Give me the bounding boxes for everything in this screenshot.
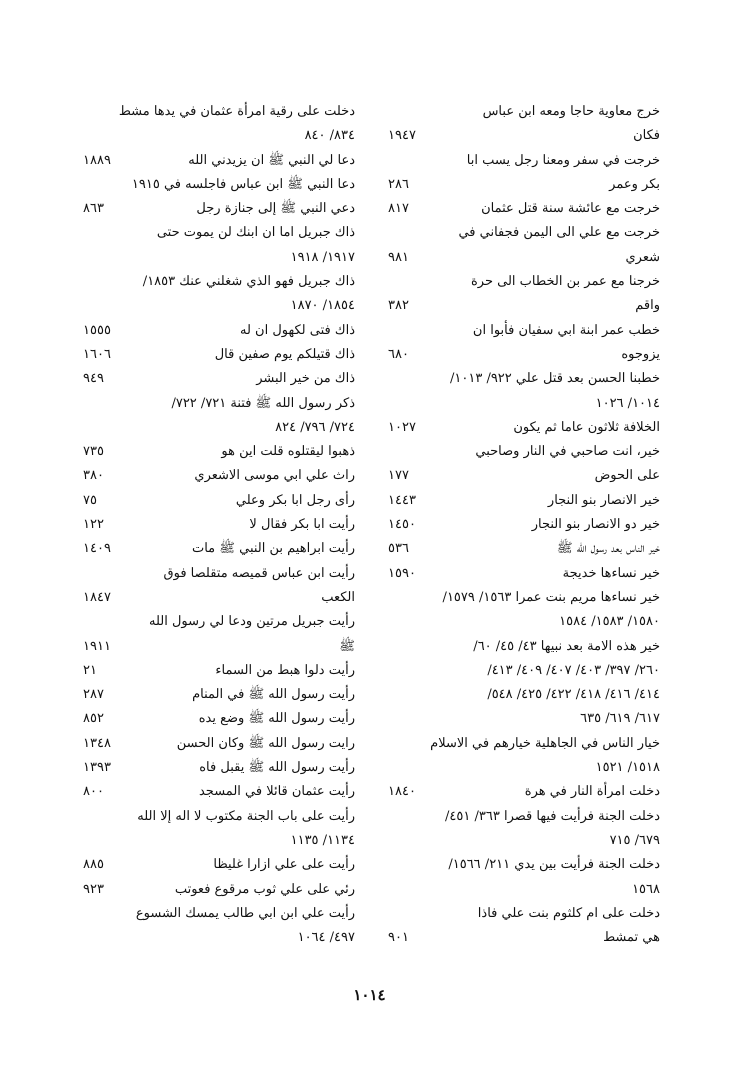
index-entry-line [388, 294, 660, 318]
entry-text: ١٥٨٠/ ١٥٨٣/ ١٥٨٤ [559, 614, 660, 630]
entry-reference-number: ٢٨٦ [388, 176, 409, 192]
index-entry-line [83, 343, 355, 367]
entry-text: خير دو الانصار بنو النجار [531, 517, 660, 533]
index-entry-line [83, 440, 355, 464]
entry-text: دعي النبي ﷺ إلى جنازة رجل [196, 201, 355, 217]
entry-text: رأيت رسول الله ﷺ وضع يده [198, 711, 355, 727]
index-entry-line [388, 124, 660, 148]
index-entry-line [388, 635, 660, 659]
entry-reference-number: ٨٦٣ [83, 201, 104, 217]
entry-reference-number: ٧٣٥ [83, 444, 104, 460]
entry-text: ٦٧٩/ ٧١٥ [609, 832, 660, 848]
index-entry-line [83, 416, 355, 440]
index-entry-line [83, 489, 355, 513]
entry-text: رأيت عثمان قائلا في المسجد [198, 784, 355, 800]
entry-text: دخلت الجنة فرأيت فيها قصرا ٣٦٣/ ٤٥١/ [445, 808, 660, 824]
entry-text: ذاك فتى لكهول ان له [239, 322, 355, 338]
index-entry-line [83, 683, 355, 707]
entry-reference-number: ٨٨٥ [83, 857, 104, 873]
index-entry-line [83, 610, 355, 634]
entry-text: رأيت ابن عباس قميصه متقلصا فوق [163, 565, 355, 581]
entry-reference-number: ٣٨٢ [388, 298, 409, 314]
entry-reference-number: ٥٣٦ [388, 541, 409, 557]
index-entry-line [388, 853, 660, 877]
index-entry-line [388, 780, 660, 804]
entry-reference-number: ١٨٨٩ [83, 152, 111, 168]
index-entry-line [388, 513, 660, 537]
entry-text: ١١٣٤/ ١١٣٥ [290, 832, 355, 848]
index-entry-line [83, 780, 355, 804]
entry-reference-number: ١٣٩٣ [83, 760, 111, 776]
index-entry-line [83, 537, 355, 561]
entry-text: على الحوض [594, 468, 660, 484]
entry-text: ٤١٤/ ٤١٦/ ٤١٨/ ٤٢٢/ ٤٢٥/ ٥٤٨/ [487, 687, 660, 703]
index-entry-line [388, 707, 660, 731]
index-entry-line [83, 732, 355, 756]
entry-text: خرجت مع عائشة سنة قتل عثمان [481, 201, 660, 217]
entry-text: ذاك جبريل اما ان ابنك لن يموت حتى [156, 225, 355, 241]
index-entry-line [83, 586, 355, 610]
entry-text: ذهبوا ليقتلوه قلت اين هو [221, 444, 355, 460]
index-entry-line [388, 489, 660, 513]
entry-text: خير الناس بعد رسول الله ﷺ [556, 541, 660, 557]
index-entry-line [83, 853, 355, 877]
entry-reference-number: ٨٥٢ [83, 711, 104, 727]
entry-text: واقم [635, 298, 660, 314]
index-entry-line [388, 246, 660, 270]
index-entry-line [388, 878, 660, 902]
index-entry-line [388, 197, 660, 221]
entry-reference-number: ١٥٩٠ [388, 565, 416, 581]
index-entry-line [83, 100, 355, 124]
entry-text: بكر وعمر [609, 176, 660, 192]
entry-text: خرجت مع علي الى اليمن فجفاني في [458, 225, 660, 241]
index-entry-line [388, 659, 660, 683]
entry-text: خير، انت صاحبي في النار وصاحبي [475, 444, 660, 460]
entry-text: رأيت دلوا هبط من السماء [215, 662, 355, 678]
index-entry-line [388, 756, 660, 780]
entry-reference-number: ١٨٤٠ [388, 784, 416, 800]
entry-reference-number: ٧٥ [83, 492, 97, 508]
entry-text: خير نساءها مريم بنت عمرا ١٥٦٣/ ١٥٧٩/ [442, 589, 660, 605]
entry-reference-number: ٨١٧ [388, 201, 409, 217]
entry-reference-number: ٩٤٩ [83, 371, 104, 387]
entry-reference-number: ٢٨٧ [83, 687, 104, 703]
entry-text: ﷺ [339, 638, 355, 654]
entry-text: ٧٢٤/ ٧٩٦/ ٨٢٤ [275, 419, 355, 435]
index-column-left [83, 100, 355, 950]
index-entry-line [83, 805, 355, 829]
entry-text: رأيت رسول الله ﷺ يقبل فاه [199, 760, 355, 776]
entry-reference-number: ٩٢٣ [83, 881, 104, 897]
entry-text: ٢٦٠/ ٣٩٧/ ٤٠٣/ ٤٠٧/ ٤٠٩/ ٤١٣/ [487, 662, 660, 678]
index-entry-line [83, 513, 355, 537]
entry-text: الكعب [321, 589, 355, 605]
entry-reference-number: ١٩٤٧ [388, 128, 416, 144]
entry-text: دخلت على رقية امرأة عثمان في يدها مشط [118, 104, 355, 119]
entry-text: خطبنا الحسن بعد قتل علي ٩٢٢/ ١٠١٣/ [449, 371, 660, 387]
entry-reference-number: ١٨٤٧ [83, 589, 111, 605]
entry-text: رأيت رسول الله ﷺ في المنام [192, 687, 355, 703]
index-entry-line [388, 392, 660, 416]
index-entry-line [388, 562, 660, 586]
index-entry-line [83, 829, 355, 853]
index-entry-line [83, 197, 355, 221]
index-entry-line [388, 683, 660, 707]
entry-text: ٦١٧/ ٦١٩/ ٦٣٥ [580, 711, 660, 727]
entry-reference-number: ١٩١١ [83, 638, 111, 654]
index-entry-line [388, 805, 660, 829]
entry-text: دخلت الجنة فرأيت بين يدي ٢١١/ ١٥٦٦/ [448, 857, 660, 873]
index-entry-line [83, 659, 355, 683]
index-entry-line [83, 562, 355, 586]
entry-text: خيار الناس في الجاهلية خيارهم في الاسلام [430, 735, 660, 751]
index-column-right [388, 100, 660, 950]
entry-reference-number: ١٢٢ [83, 517, 104, 533]
index-entry-line [83, 635, 355, 659]
entry-text: خرج معاوية حاجا ومعه ابن عباس [482, 104, 660, 119]
index-entry-line [83, 392, 355, 416]
entry-reference-number: ٩٨١ [388, 249, 409, 265]
index-entry-line [83, 149, 355, 173]
entry-reference-number: ١٧٧ [388, 468, 409, 484]
index-entry-line [388, 464, 660, 488]
index-entry-line [388, 367, 660, 391]
index-entry-line [83, 294, 355, 318]
entry-text: دعا لي النبي ﷺ ان يزيدني الله [188, 152, 355, 168]
index-entry-line [83, 319, 355, 343]
index-entry-line [388, 319, 660, 343]
index-entry-line [388, 926, 660, 950]
index-entry-line [83, 124, 355, 148]
entry-text: ذاك من خير البشر [256, 371, 355, 387]
index-entry-line [83, 926, 355, 950]
index-entry-line [388, 902, 660, 926]
entry-text: يزوجوه [621, 346, 660, 362]
index-entry-line [83, 756, 355, 780]
entry-text: رأى رجل ابا بكر وعلي [235, 492, 355, 508]
index-entry-line [83, 173, 355, 197]
entry-text: ذكر رسول الله ﷺ فتنة ٧٢١/ ٧٢٢/ [171, 395, 355, 411]
entry-text: رأيت ابا بكر فقال لا [249, 517, 355, 533]
entry-text: خير نساءها خديجة [562, 565, 660, 581]
index-entry-line [83, 246, 355, 270]
entry-reference-number: ١٤٥٠ [388, 517, 416, 533]
entry-text: ١٩١٧/ ١٩١٨ [290, 249, 355, 265]
index-entry-line [388, 270, 660, 294]
entry-reference-number: ١٤٠٩ [83, 541, 111, 557]
index-entry-line [83, 707, 355, 731]
entry-text: ١٨٥٤/ ١٨٧٠ [290, 298, 355, 314]
entry-text: رأيت جبريل مرتين ودعا لي رسول الله [149, 614, 355, 630]
entry-reference-number: ٨٠٠ [83, 784, 104, 800]
index-entry-line [388, 343, 660, 367]
entry-text: الخلافة ثلاثون عاما ثم يكون [513, 419, 660, 435]
index-entry-line [388, 149, 660, 173]
entry-text: دعا النبي ﷺ ابن عباس فاجلسه في ١٩١٥ [131, 176, 355, 192]
index-entry-line [83, 270, 355, 294]
index-entry-line [388, 732, 660, 756]
entry-text: شعري [625, 249, 660, 265]
index-entry-line [388, 100, 660, 124]
entry-text: خير الانصار بنو النجار [547, 492, 660, 508]
entry-text: رأيت علي ابن ابي طالب يمسك الشسوع [135, 905, 355, 921]
entry-text: ٤٩٧/ ١٠٦٤ [297, 930, 355, 946]
entry-text: رأيت على علي ازارا غليظا [213, 857, 355, 873]
entry-text: ذاك جبريل فهو الذي شغلني عنك ١٨٥٣/ [142, 274, 355, 290]
entry-text: رئي على علي ثوب مرقوع فعوتب [174, 881, 355, 897]
index-entry-line [83, 902, 355, 926]
entry-text: ١٥٦٨ [632, 881, 660, 897]
entry-reference-number: ١٠٢٧ [388, 419, 416, 435]
entry-text: ١٥١٨/ ١٥٢١ [595, 760, 660, 776]
entry-reference-number: ١٥٥٥ [83, 322, 111, 338]
entry-reference-number: ٢١ [83, 662, 97, 678]
entry-text: ذاك قتيلكم يوم صفين قال [214, 346, 355, 362]
entry-text: هي تمشط [603, 930, 660, 946]
entry-text: رأيت ابراهيم بن النبي ﷺ مات [191, 541, 355, 557]
index-entry-line [83, 878, 355, 902]
index-entry-line [83, 464, 355, 488]
entry-text: ١٠١٤/ ١٠٢٦ [595, 395, 660, 411]
entry-reference-number: ٣٨٠ [83, 468, 104, 484]
page-number: ١٠١٤ [353, 986, 386, 1004]
entry-text: خير هذه الامة بعد نبيها ٤٣/ ٤٥/ ٦٠/ [473, 638, 660, 654]
index-entry-line [388, 586, 660, 610]
entry-text: دخلت امرأة النار في هرة [524, 784, 660, 800]
index-entry-line [388, 221, 660, 245]
entry-reference-number: ١٦٠٦ [83, 346, 111, 362]
entry-text: فكان [633, 128, 660, 144]
index-entry-line [83, 221, 355, 245]
entry-reference-number: ١٤٤٣ [388, 492, 416, 508]
index-entry-line [388, 829, 660, 853]
entry-text: خرجت في سفر ومعنا رجل يسب ابا [466, 152, 660, 168]
entry-text: رأيت على باب الجنة مكتوب لا اله إلا الله [137, 808, 355, 824]
entry-text: رايت رسول الله ﷺ وكان الحسن [176, 735, 355, 751]
index-entry-line [388, 173, 660, 197]
entry-reference-number: ٦٨٠ [388, 346, 409, 362]
entry-reference-number: ١٣٤٨ [83, 735, 111, 751]
index-entry-line [83, 367, 355, 391]
entry-text: خطب عمر ابنة ابي سفيان فأبوا ان [472, 322, 660, 338]
entry-text: دخلت على ام كلثوم بنت علي فاذا [477, 905, 660, 921]
entry-reference-number: ٩٠١ [388, 930, 409, 946]
index-entry-line [388, 610, 660, 634]
entry-text: راث علي ابي موسى الاشعري [194, 468, 355, 484]
index-entry-line [388, 416, 660, 440]
entry-text: خرجنا مع عمر بن الخطاب الى حرة [470, 274, 660, 290]
index-entry-line [388, 537, 660, 561]
entry-text: ٨٣٤/ ٨٤٠ [304, 128, 355, 144]
index-entry-line [388, 440, 660, 464]
